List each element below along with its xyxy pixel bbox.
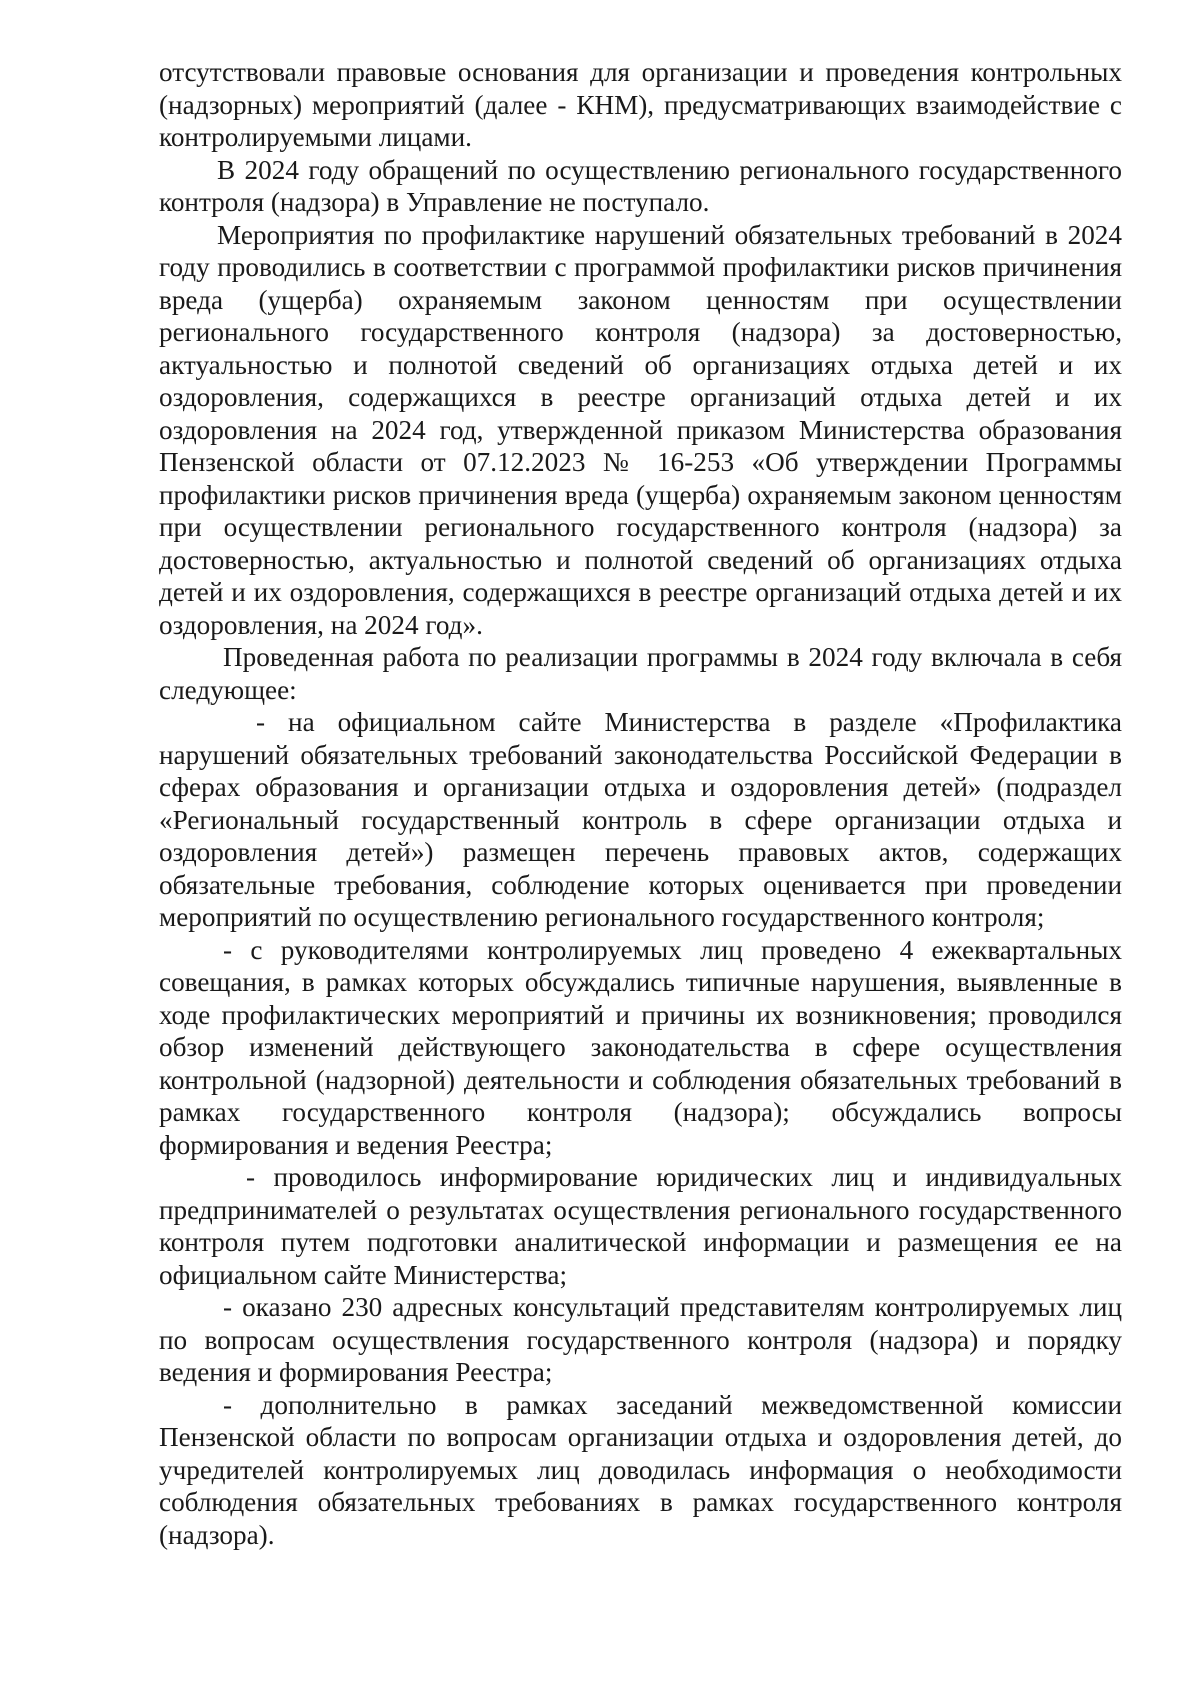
paragraph-work-done-intro: Проведенная работа по реализации программы в 2024 году включала в себя следующее: [159, 642, 1122, 705]
list-item-quarterly-meetings: - с руководителями контролируемых лиц проведено 4 ежеквартальных совещания, в рамках которых обсуждались типичные нарушения, выявленные в ходе профилактических мероприятий и причины их возникновения; проводился обзор изменений действующего законодательства в сфере осуществления контрольной (надзорной) деятельности и соблюдения обязательных требований в рамках государственного контроля (надзора); обсуждались вопросы формирования и ведения Реестра; [159, 934, 1122, 1160]
list-item-consultations: - оказано 230 адресных консультаций представителям контролируемых лиц по вопросам осуществления государственного контроля (надзора) и порядку ведения и формирования Реестра; [159, 1292, 1122, 1387]
list-item-informing: - проводилось информирование юридических лиц и индивидуальных предпринимателей о результатах осуществления регионального государственного контроля путем подготовки аналитической информации и размещения ее на официальном сайте Министерства; [159, 1162, 1122, 1290]
document-page [159, 56, 1122, 1551]
list-item-official-site: - на официальном сайте Министерства в разделе «Профилактика нарушений обязательных требований законодательства Российской Федерации в сферах образования и организации отдыха и оздоровления детей» (подраздел «Региональный государственный контроль в сфере организации отдыха и оздоровления детей») размещен перечень правовых актов, содержащих обязательные требования, соблюдение которых оценивается при проведении мероприятий по осуществлению регионального государственного контроля; [159, 707, 1122, 932]
list-item-commission: - дополнительно в рамках заседаний межведомственной комиссии Пензенской области по вопросам организации отдыха и оздоровления детей, до учредителей контролируемых лиц доводилась информация о необходимости соблюдения обязательных требованиях в рамках государственного контроля (надзора). [159, 1389, 1122, 1550]
paragraph-legal-grounds: отсутствовали правовые основания для организации и проведения контрольных (надзорных) мероприятий (далее - КНМ), предусматривающих взаимодействие с контролируемыми лицами. [159, 57, 1122, 152]
paragraph-no-appeals: В 2024 году обращений по осуществлению регионального государственного контроля (надзора) в Управление не поступало. [159, 154, 1122, 217]
paragraph-prevention-program: Мероприятия по профилактике нарушений обязательных требований в 2024 году проводились в соответствии с программой профилактики рисков причинения вреда (ущерба) охраняемым законом ценностям при осуществлении регионального государственного контроля (надзора) за достоверностью, актуальностью и полнотой сведений об организациях отдыха детей и их оздоровления, содержащихся в реестре организаций отдыха детей и их оздоровления на 2024 год, утвержденной приказом Министерства образования Пензенской области от 07.12.2023 № 16-253 «Об утверждении Программы профилактики рисков причинения вреда (ущерба) охраняемым законом ценностям при осуществлении регионального государственного контроля (надзора) за достоверностью, актуальностью и полнотой сведений об организациях отдыха детей и их оздоровления, содержащихся в реестре организаций отдыха детей и их оздоровления, на 2024 год». [159, 219, 1122, 640]
